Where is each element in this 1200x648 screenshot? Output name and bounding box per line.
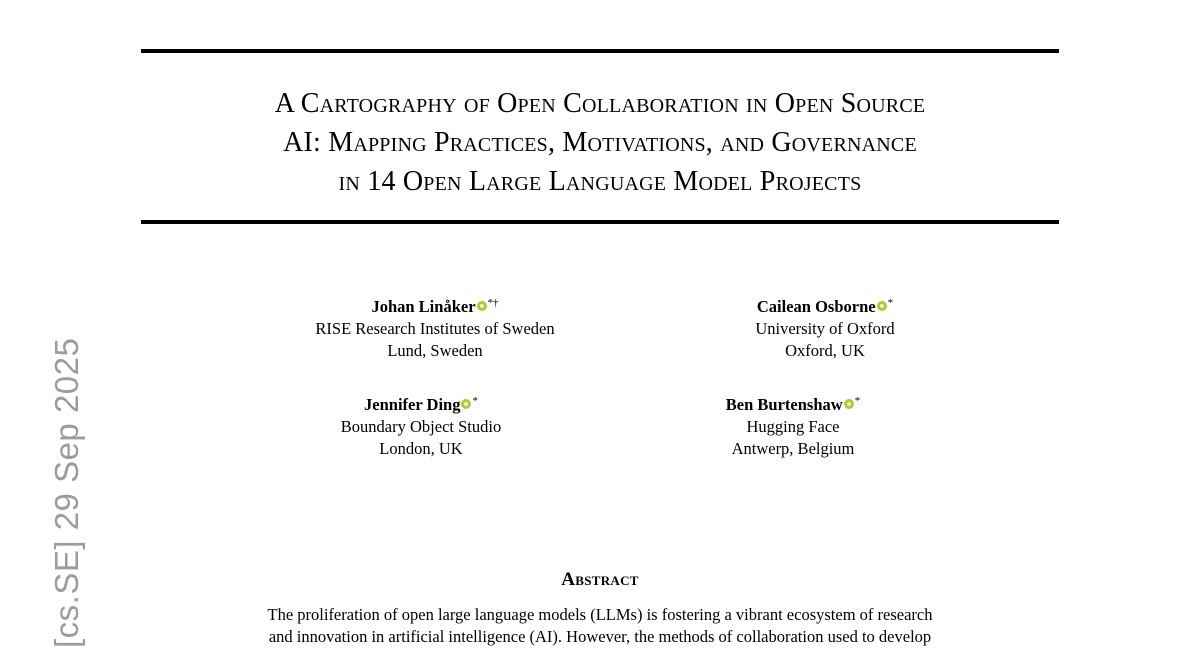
author-block xyxy=(240,390,602,460)
author-affiliation: University of Oxford xyxy=(755,319,895,338)
title-bottom-rule xyxy=(141,220,1059,224)
author-name: Johan Linåker xyxy=(371,297,476,316)
abstract-line: The proliferation of open large language models (LLMs) is fostering a vibrant ecosystem of research xyxy=(267,605,933,624)
author-affiliation: Hugging Face xyxy=(746,417,840,436)
paper-title xyxy=(141,84,1059,201)
title-line: AI: Mapping Practices, Motivations, and Governance xyxy=(283,127,917,158)
abstract-body xyxy=(200,604,1000,648)
author-block xyxy=(600,390,986,460)
author-block xyxy=(620,292,1030,362)
author-footnote-mark: * xyxy=(854,395,861,407)
author-block xyxy=(240,292,630,362)
author-footnote-mark: * xyxy=(887,297,894,309)
author-name: Ben Burtenshaw xyxy=(725,395,843,414)
orcid-icon[interactable] xyxy=(461,399,471,409)
orcid-icon[interactable] xyxy=(844,399,854,409)
author-name: Jennifer Ding xyxy=(364,395,461,414)
title-top-rule xyxy=(141,49,1059,53)
author-location: London, UK xyxy=(379,439,463,458)
orcid-icon[interactable] xyxy=(877,301,887,311)
author-affiliation: RISE Research Institutes of Sweden xyxy=(315,319,555,338)
title-line: in 14 Open Large Language Model Projects xyxy=(338,166,862,197)
author-footnote-mark: * xyxy=(472,395,478,407)
author-location: Antwerp, Belgium xyxy=(731,439,855,458)
orcid-icon[interactable] xyxy=(477,301,487,311)
author-location: Lund, Sweden xyxy=(387,341,483,360)
title-line: A Cartography of Open Collaboration in Open Source xyxy=(274,88,926,119)
arxiv-stamp: [cs.SE] 29 Sep 2025 xyxy=(48,337,85,648)
author-location: Oxford, UK xyxy=(785,341,865,360)
abstract-heading: Abstract xyxy=(561,569,639,590)
author-affiliation: Boundary Object Studio xyxy=(340,417,502,436)
abstract-line: and innovation in artificial intelligence (AI). However, the methods of collaboration used to develop xyxy=(268,627,932,646)
author-footnote-mark: *† xyxy=(487,297,499,309)
author-name: Cailean Osborne xyxy=(756,297,876,316)
